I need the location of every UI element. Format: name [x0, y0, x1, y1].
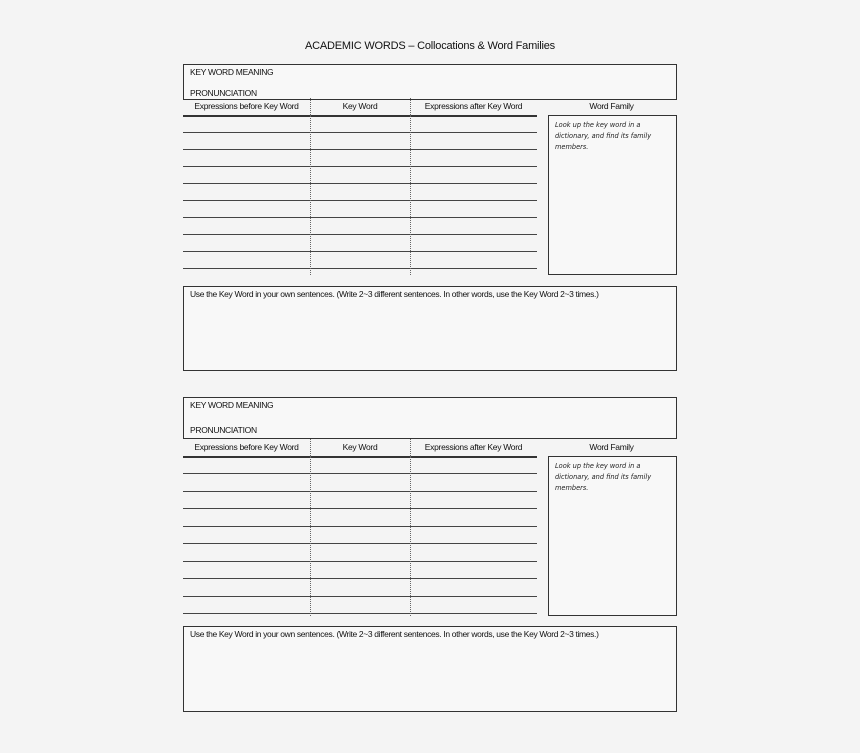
word-family-box[interactable]: [548, 456, 677, 616]
sentences-label: Use the Key Word in your own sentences. (Write 2~3 different sentences. In other words, use the Key Word 2~3 times.): [190, 289, 599, 299]
sentences-label: Use the Key Word in your own sentences. (Write 2~3 different sentences. In other words, use the Key Word 2~3 times.): [190, 629, 599, 639]
key-word-meaning-box[interactable]: [183, 64, 677, 100]
sentences-box[interactable]: [183, 286, 677, 371]
column-header-before: Expressions before Key Word: [194, 101, 299, 111]
collocation-grid[interactable]: [183, 456, 537, 616]
key-word-meaning-label: KEY WORD MEANING: [190, 67, 274, 77]
column-divider: [310, 115, 311, 275]
grid-rule: [183, 166, 537, 167]
key-word-meaning-label: KEY WORD MEANING: [190, 400, 274, 410]
grid-rule: [183, 543, 537, 544]
grid-rule: [183, 200, 537, 201]
word-section-1: [183, 64, 677, 374]
grid-rule: [183, 217, 537, 218]
grid-rule: [183, 456, 537, 458]
column-header-word-family: Word Family: [589, 101, 634, 111]
column-header-before: Expressions before Key Word: [194, 442, 299, 452]
worksheet-title: ACADEMIC WORDS – Collocations & Word Families: [305, 40, 555, 52]
grid-rule: [183, 183, 537, 184]
column-header-after: Expressions after Key Word: [424, 442, 523, 452]
column-header-word-family: Word Family: [589, 442, 634, 452]
grid-rule: [183, 149, 537, 150]
grid-rule: [183, 508, 537, 509]
word-section-2: [183, 397, 677, 712]
grid-rule: [183, 115, 537, 117]
grid-rule: [183, 132, 537, 133]
header-divider: [410, 439, 411, 456]
word-family-hint: Look up the key word in a dictionary, and find its family members.: [555, 121, 652, 151]
column-divider: [310, 456, 311, 616]
collocation-grid[interactable]: [183, 115, 537, 275]
header-divider: [310, 98, 311, 115]
grid-rule: [183, 526, 537, 527]
header-divider: [310, 439, 311, 456]
column-divider: [410, 115, 411, 275]
grid-rule: [183, 596, 537, 597]
grid-rule: [183, 268, 537, 269]
column-header-key-word: Key Word: [342, 101, 378, 111]
header-divider: [410, 98, 411, 115]
grid-rule: [183, 473, 537, 474]
grid-rule: [183, 613, 537, 614]
grid-rule: [183, 491, 537, 492]
pronunciation-label: PRONUNCIATION: [190, 88, 257, 98]
grid-rule: [183, 251, 537, 252]
grid-rule: [183, 234, 537, 235]
column-header-after: Expressions after Key Word: [424, 101, 523, 111]
word-family-box[interactable]: [548, 115, 677, 275]
grid-rule: [183, 578, 537, 579]
column-divider: [410, 456, 411, 616]
pronunciation-label: PRONUNCIATION: [190, 425, 257, 435]
column-header-key-word: Key Word: [342, 442, 378, 452]
grid-rule: [183, 561, 537, 562]
sentences-box[interactable]: [183, 626, 677, 712]
word-family-hint: Look up the key word in a dictionary, and find its family members.: [555, 462, 652, 492]
key-word-meaning-box[interactable]: [183, 397, 677, 439]
